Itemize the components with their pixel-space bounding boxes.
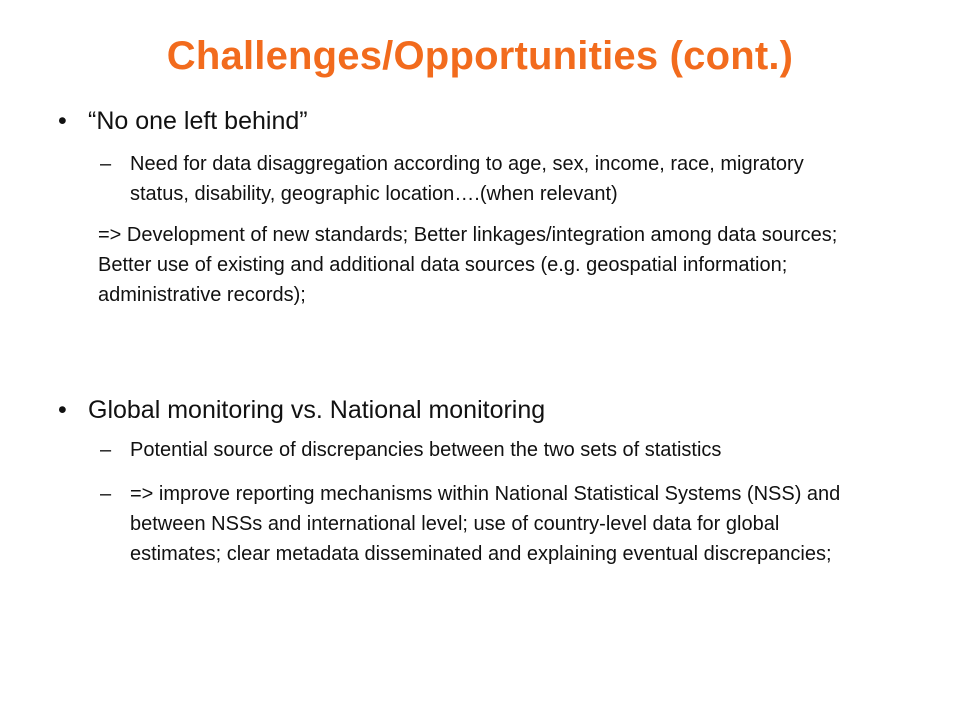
bullet-icon: • — [58, 107, 67, 135]
sub-bullet-text: Potential source of discrepancies between the two sets of statistics — [130, 439, 722, 461]
paragraph-development: => Development of new standards; Better linkages/integration among data sources; Better use of existing and additional data sources (e.g. geospatial information; administrative records); — [98, 224, 838, 306]
sub-bullet-text: => improve reporting mechanisms within National Statistical Systems (NSS) and between NSSs and international level; use of country-level data for global estimates; clear metadata disseminated and explaining eventual discrepancies; — [130, 483, 841, 565]
sub-bullet-text: Need for data disaggregation according to age, sex, income, race, migratory status, disability, geographic location….(when relevant) — [130, 153, 804, 205]
dash-icon: – — [100, 483, 112, 505]
dash-icon: – — [100, 153, 112, 175]
bullet-heading: “No one left behind” — [88, 107, 308, 135]
bullet-heading: Global monitoring vs. National monitoring — [88, 396, 546, 424]
bullet-icon: • — [58, 396, 67, 424]
slide-title: Challenges/Opportunities (cont.) — [166, 34, 794, 78]
dash-icon: – — [100, 439, 112, 461]
